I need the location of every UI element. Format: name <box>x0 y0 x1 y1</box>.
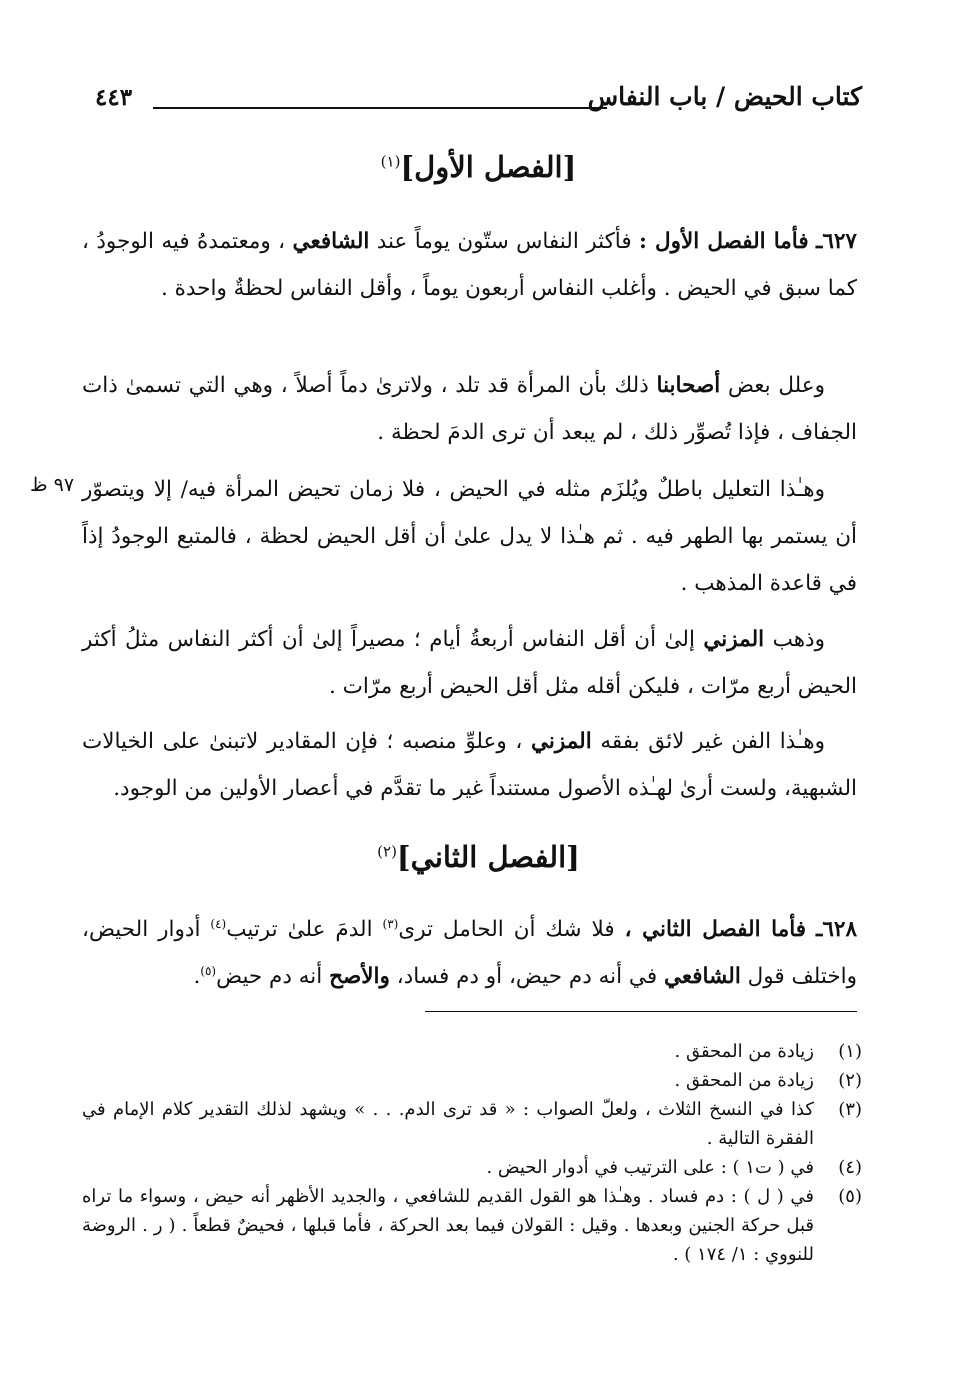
paragraph-number: ٦٢٧ـ <box>816 229 857 254</box>
paragraph-lead: فأما الفصل الثاني ، <box>624 917 807 942</box>
footnote-number: (٣) <box>838 1099 862 1120</box>
paragraph <box>82 616 857 710</box>
footnote-text: في ( ل ) : دم فساد . وهـٰذا هو القول القديم للشافعي ، والجديد الأظهر أنه حيض ، وسواء ما تراه قبل حركة الجنين وبعدها . وقيل : القولان فيما بعد الحركة ، فأما قبلها ، فحيضٌ قطعاً . ( ر . الروضة للنووي : ١/ ١٧٤ ) . <box>82 1186 814 1265</box>
bold-name: المزني <box>703 627 765 652</box>
footnote-text: كذا في النسخ الثلاث ، ولعلّ الصواب : « قد ترى الدم. . . » ويشهد لذلك التقدير كلام الإمام في الفقرة التالية . <box>82 1099 814 1149</box>
footnote-text: زيادة من المحقق . <box>674 1041 814 1062</box>
footnote-ref: (١) <box>380 152 401 171</box>
bold-term: والأصح <box>329 964 390 989</box>
paragraph-627 <box>82 218 857 312</box>
footnote-number: (١) <box>838 1041 862 1062</box>
bold-name: المزني <box>530 729 592 754</box>
paragraph <box>82 718 857 812</box>
running-title: كتاب الحيض / باب النفاس <box>587 82 862 111</box>
page-header <box>95 82 862 122</box>
footnote-item <box>82 1095 862 1153</box>
footnote-ref: (٣) <box>382 916 399 931</box>
footnote-item <box>82 1153 862 1182</box>
footnote-item <box>82 1066 862 1095</box>
section-heading-second <box>0 840 957 874</box>
footnote-ref: (٤) <box>210 916 227 931</box>
footnote-number: (٢) <box>838 1070 862 1091</box>
paragraph-lead: فأما الفصل الأول : <box>639 229 809 254</box>
header-rule <box>153 107 607 109</box>
bold-name: الشافعي <box>663 964 741 989</box>
paragraph-text: ، ومعتمدهُ فيه الوجودُ ، كما سبق في الحيض . وأغلب النفاس أربعون يوماً ، وأقل النفاس لحظةٌ واحدة . <box>82 229 857 301</box>
paragraph <box>82 362 857 456</box>
manuscript-folio-note: ٩٧ ظ <box>30 474 75 496</box>
paragraph-text: الدمَ علىٰ ترتيب <box>226 917 373 942</box>
paragraph-text: . <box>193 964 201 989</box>
page-number: ٤٤٣ <box>95 84 133 111</box>
footnote-ref: (٢) <box>377 842 397 861</box>
bold-name: الشافعي <box>292 229 370 254</box>
paragraph-text: أدوار الحيض، واختلف قول <box>82 917 857 989</box>
section-title: [الفصل الثاني] <box>396 840 580 874</box>
footnote-ref: (٥) <box>200 963 217 978</box>
footnote-number: (٥) <box>838 1186 862 1207</box>
footnote-item <box>82 1037 862 1066</box>
paragraph-text: إلىٰ أن أقل النفاس أربعةُ أيام ؛ مصيراً إلىٰ أن أكثر النفاس مثلُ أكثر الحيض أربع مرّات ، فليكن أقله مثل أقل الحيض أربع مرّات . <box>82 627 857 699</box>
paragraph-text: أنه دم حيض <box>216 964 323 989</box>
footnote-item <box>82 1182 862 1269</box>
paragraph-628 <box>82 906 857 1000</box>
paragraph-text: وذهب <box>772 627 825 652</box>
paragraph-number: ٦٢٨ـ <box>816 917 857 942</box>
section-title: [الفصل الأول] <box>400 150 577 184</box>
footnote-number: (٤) <box>838 1157 862 1178</box>
footnotes <box>82 1037 862 1269</box>
bold-name: أصحابنا <box>656 373 721 398</box>
paragraph-text: فأكثر النفاس ستّون يوماً عند <box>376 229 632 254</box>
paragraph-text: وهـٰذا الفن غير لائق بفقه <box>600 729 825 754</box>
footnote-text: في ( ت١ ) : على الترتيب في أدوار الحيض . <box>486 1157 814 1178</box>
footnote-text: زيادة من المحقق . <box>674 1070 814 1091</box>
paragraph-text: في أنه دم حيض، أو دم فساد، <box>396 964 658 989</box>
paragraph <box>82 466 857 607</box>
paragraph-text: ، وعلوِّ منصبه ؛ فإن المقادير لاتبنىٰ على الخيالات الشبهية، ولست أرىٰ لهـٰذه الأصول مستنداً غير ما تقدَّم في أعصار الأولين من الوجود. <box>82 729 857 801</box>
paragraph-text: فلا شك أن الحامل ترى <box>398 917 615 942</box>
paragraph-text: ذلك بأن المرأة قد تلد ، ولاترىٰ دماً أصلاً ، وهي التي تسمىٰ ذات الجفاف ، فإذا تُصوِّر ذلك ، لم يبعد أن ترى الدمَ لحظة . <box>82 373 857 445</box>
section-heading-first <box>0 150 957 184</box>
paragraph-text: وعلل بعض <box>727 373 825 398</box>
footnote-separator <box>425 1011 857 1012</box>
paragraph-text: وهـٰذا التعليل باطلٌ ويُلزَم مثله في الحيض ، فلا زمان تحيض المرأة فيه/ إلا ويتصوّر أن يستمر بها الطهر فيه . ثم هـٰذا لا يدل علىٰ أن أقل الحيض لحظة ، فالمتبع الوجودُ إذاً في قاعدة المذهب . <box>82 477 857 596</box>
